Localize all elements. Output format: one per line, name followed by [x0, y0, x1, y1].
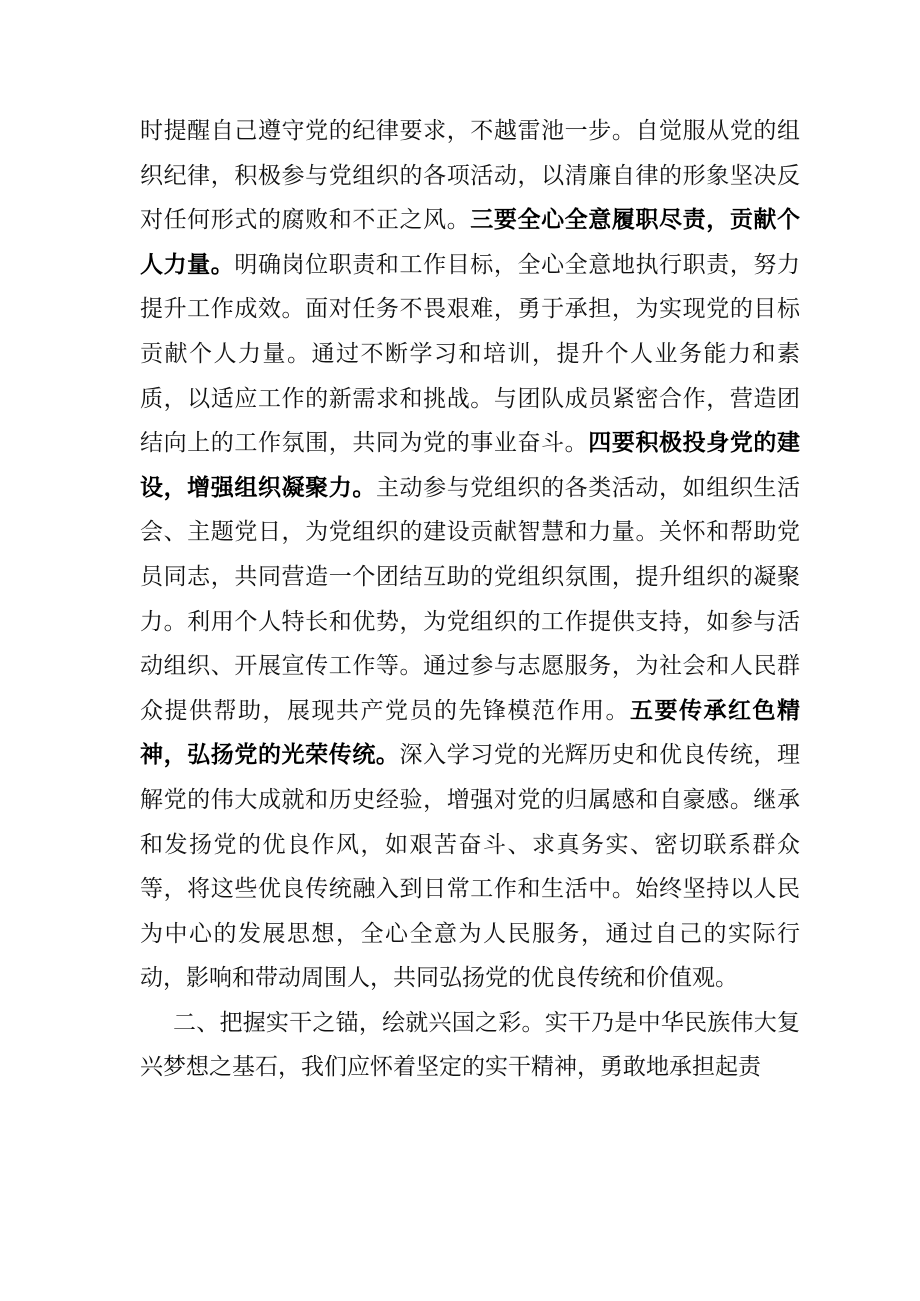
paragraph-text-duties: 明确岗位职责和工作目标，全心全意地执行职责，努力提升工作成效。面对任务不畏艰难，勇于承担，为实现党的目标贡献个人力量。通过不断学习和培训，提升个人业务能力和素质，以适应工作的新需求和挑战。与团队成员紧密合作，营造团结向上的工作氛围，共同为党的事业奋斗。 — [140, 251, 801, 457]
heading-point-five: 五要传承红色精神，弘扬党的光荣传统。 — [140, 696, 800, 769]
paragraph-text-party-building: 主动参与党组织的各类活动，如组织生活会、主题党日，为党组织的建设贡献智慧和力量。关怀和帮助党员同志，共同营造一个团结互助的党组织氛围，提升组织的凝聚力。利用个人特长和优势，为党组织的工作提供支持，如参与活动组织、开展宣传工作等。通过参与志愿服务，为社会和人民群众提供帮助，展现共产党员的先锋模范作用。 — [140, 474, 801, 724]
paragraph-discipline-and-duties — [140, 109, 800, 1001]
paragraph-section-two — [140, 1001, 800, 1090]
paragraph-text-discipline: 时提醒自己遵守党的纪律要求，不越雷池一步。自觉服从党的组织纪律，积极参与党组织的各项活动，以清廉自律的形象坚决反对任何形式的腐败和不正之风。 — [140, 118, 800, 234]
paragraph-text-red-spirit: 深入学习党的光辉历史和优良传统，理解党的伟大成就和历史经验，增强对党的归属感和自豪感。继承和发扬党的优良作风，如艰苦奋斗、求真务实、密切联系群众等，将这些优良传统融入到日常工作和生活中。始终坚持以人民为中心的发展思想，全心全意为人民服务，通过自己的实际行动，影响和带动周围人，共同弘扬党的优良传统和价值观。 — [140, 742, 801, 992]
document-body — [140, 109, 800, 1090]
heading-point-three: 三要全心全意履职尽责，贡献个人力量。 — [140, 206, 801, 278]
heading-point-four: 四要积极投身党的建设，增强组织凝聚力。 — [140, 429, 801, 501]
paragraph-text-section-two: 二、把握实干之锚，绘就兴国之彩。实干乃是中华民族伟大复兴梦想之基石，我们应怀着坚定的实干精神，勇敢地承担起责 — [140, 1009, 800, 1081]
